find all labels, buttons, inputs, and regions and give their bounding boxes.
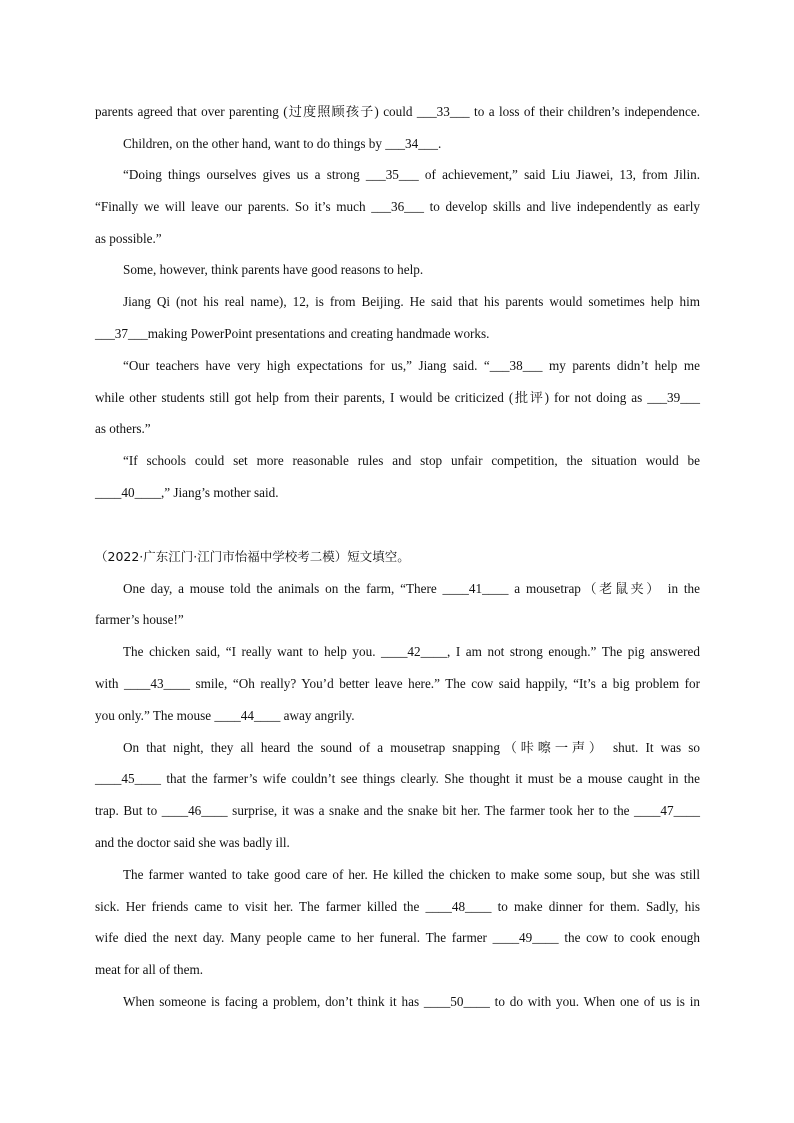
text-line: and the doctor said she was badly ill. [95,835,290,850]
text-line: while other students still got help from their parents, I would be criticized (批评) for not doing as ___39___ [95,390,700,405]
text-line: ____40____,” Jiang’s mother said. [95,485,279,500]
text-line: ___37___making PowerPoint presentations and creating handmade works. [95,326,490,341]
section-heading: （2022·广东江门·江门市怡福中学校考二模）短文填空。 [95,549,410,564]
text-line: “Our teachers have very high expectations for us,” Jiang said. “___38___ my parents didn’t help me [123,358,700,373]
text-line: wife died the next day. Many people came to her funeral. The farmer ____49____ the cow to cook enough [95,930,700,945]
text-line: trap. But to ____46____ surprise, it was a snake and the snake bit her. The farmer took her to the ____47____ [95,803,700,818]
text-line: On that night, they all heard the sound of a mousetrap snapping（咔嚓一声） shut. It was so [123,740,700,755]
text-line: The chicken said, “I really want to help you. ____42____, I am not strong enough.” The pig answered [123,644,700,659]
text-line: you only.” The mouse ____44____ away angrily. [95,708,355,723]
text-line: When someone is facing a problem, don’t think it has ____50____ to do with you. When one of us is in [123,994,700,1009]
text-line: “Doing things ourselves gives us a strong ___35___ of achievement,” said Liu Jiawei, 13, from Jilin. [123,167,700,182]
text-line: Jiang Qi (not his real name), 12, is from Beijing. He said that his parents would sometimes help him [123,294,700,309]
text-line: ____45____ that the farmer’s wife couldn’t see things clearly. She thought it must be a mouse caught in the [95,771,700,786]
text-line: parents agreed that over parenting (过度照顾孩子) could ___33___ to a loss of their children’s independence. [95,104,700,119]
text-line: farmer’s house!” [95,612,184,627]
text-line: sick. Her friends came to visit her. The farmer killed the ____48____ to make dinner for them. Sadly, his [95,899,700,914]
text-line: Some, however, think parents have good reasons to help. [123,262,424,277]
text-line: as possible.” [95,231,162,246]
text-line: “If schools could set more reasonable rules and stop unfair competition, the situation would be [123,453,700,468]
text-line: Children, on the other hand, want to do things by ___34___. [123,136,442,151]
text-line: The farmer wanted to take good care of her. He killed the chicken to make some soup, but she was still [123,867,700,882]
text-line: with ____43____ smile, “Oh really? You’d better leave here.” The cow said happily, “It’s a big problem for [95,676,700,691]
text-line: “Finally we will leave our parents. So it’s much ___36___ to develop skills and live independently as early [95,199,700,214]
text-line: meat for all of them. [95,962,204,977]
text-line: as others.” [95,421,151,436]
text-line: One day, a mouse told the animals on the farm, “There ____41____ a mousetrap（老鼠夹） in the [123,581,700,596]
